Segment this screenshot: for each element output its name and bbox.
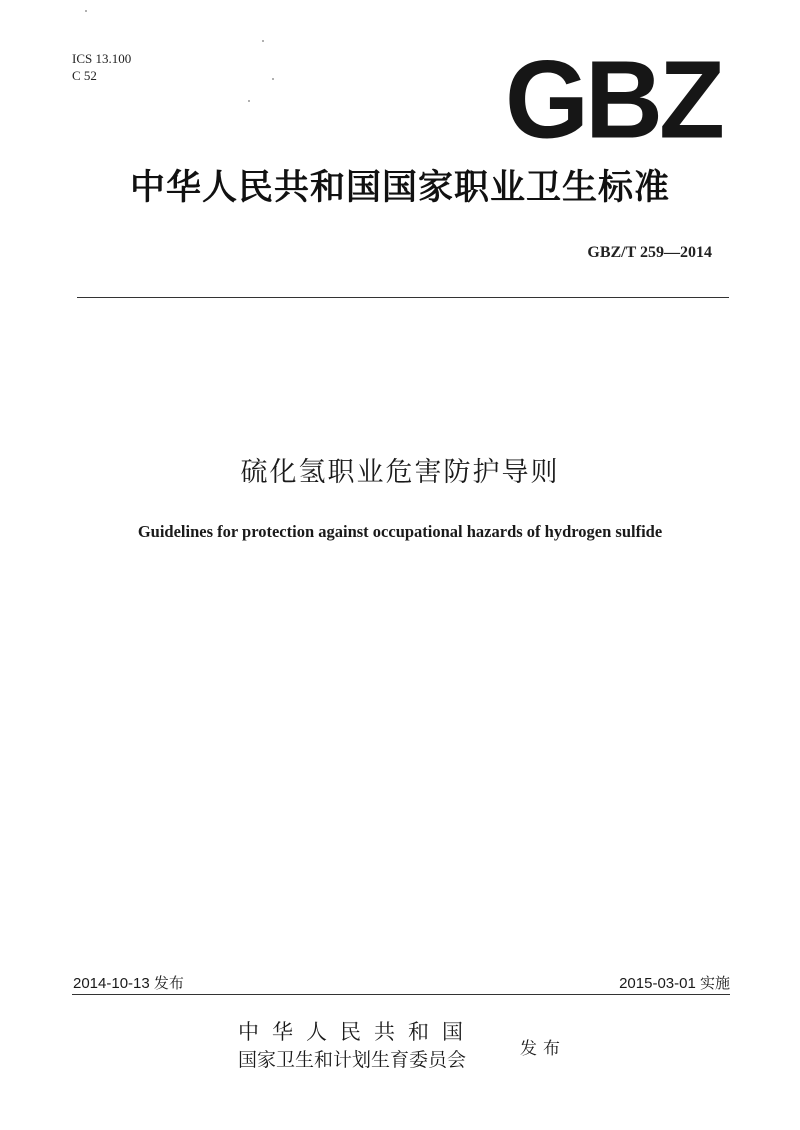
standard-number: GBZ/T 259—2014	[587, 244, 712, 261]
scan-speck	[262, 40, 264, 42]
header-divider	[77, 297, 729, 298]
implementation-date: 2015-03-01 实施	[619, 975, 730, 992]
footer-divider	[72, 994, 730, 995]
issuing-authority	[238, 1018, 476, 1074]
scan-speck	[248, 100, 250, 102]
scan-speck	[272, 78, 274, 80]
scan-speck	[85, 10, 87, 12]
ccs-code: C 52	[72, 68, 97, 83]
document-title-english: Guidelines for protection against occupational hazards of hydrogen sulfide	[137, 522, 663, 541]
gbz-logo: GBZ	[505, 37, 721, 162]
standard-category-title: 中华人民共和国国家职业卫生标准	[129, 168, 670, 208]
issuer-country: 中华人民共和国	[238, 1020, 476, 1044]
issuer-commission: 国家卫生和计划生育委员会	[238, 1049, 467, 1071]
document-title-chinese: 硫化氢职业危害防护导则	[240, 457, 560, 488]
release-date: 2014-10-13 发布	[73, 975, 184, 992]
classification-codes	[72, 50, 131, 84]
ics-code: ICS 13.100	[72, 51, 132, 66]
issue-label: 发布	[520, 1039, 566, 1059]
